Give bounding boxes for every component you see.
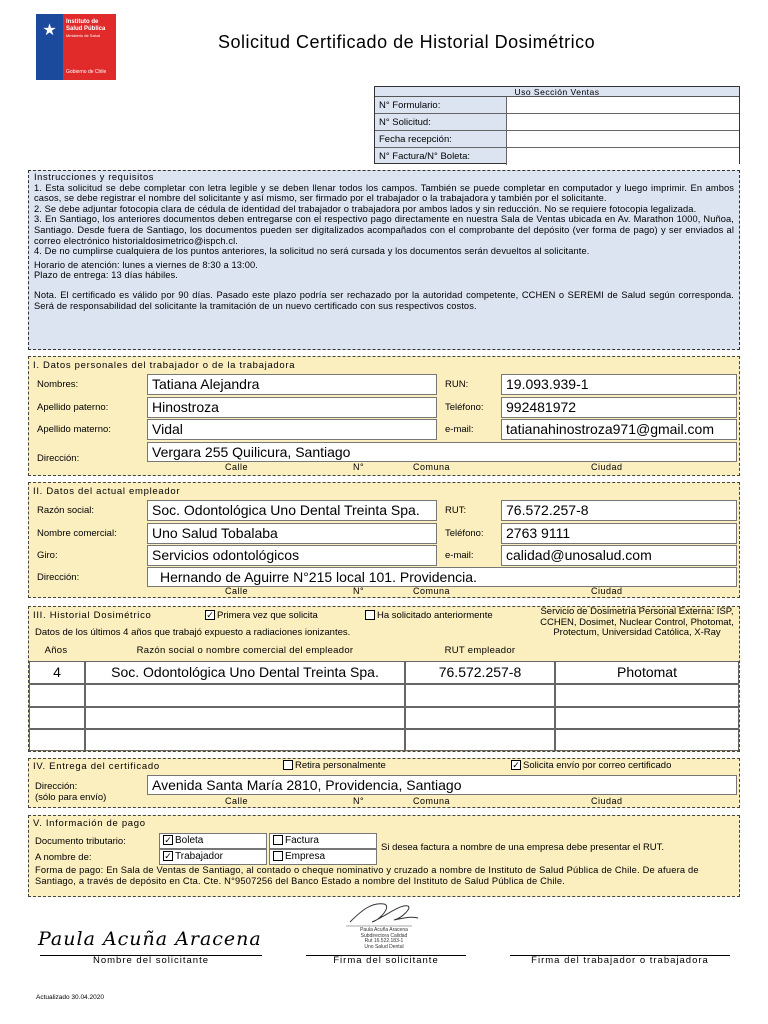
stamp-line: Paula Acuña Aracena <box>360 927 408 933</box>
nombres-label: Nombres: <box>37 379 79 390</box>
historial-section <box>28 606 740 752</box>
table-cell-razon[interactable] <box>85 729 405 751</box>
telefono-label: Teléfono: <box>445 528 484 539</box>
materno-label: Apellido materno: <box>37 424 111 435</box>
direccion-note: (sólo para envío) <box>35 792 107 803</box>
nota-text: Nota. El certificado es válido por 90 días. Pasado este plazo podría ser rechazado por la autoridad competente, CCHEN o SEREMI de Salud según corresponda. Será de responsabilidad del solicitante la tramitación de un nuevo certificado con sus respectivos costos. <box>34 289 734 311</box>
correo-certificado-checkbox[interactable] <box>511 760 671 771</box>
plazo-text: Plazo de entrega: 13 días hábiles. <box>34 270 178 281</box>
email-label: e-mail: <box>445 550 474 561</box>
numero-label: N° <box>353 796 365 806</box>
logo-subtext: Ministerio de Salud <box>66 33 101 38</box>
check-icon: ✓ <box>512 760 520 771</box>
giro-label: Giro: <box>37 550 58 561</box>
table-cell-razon[interactable] <box>85 707 405 729</box>
solicitante-name: Paula Acuña Aracena <box>38 928 262 950</box>
check-icon: ✓ <box>164 835 172 846</box>
retira-personalmente-checkbox[interactable] <box>283 760 386 771</box>
table-cell-rut[interactable] <box>405 729 555 751</box>
formulario-field[interactable] <box>507 97 739 113</box>
section-title: III. Historial Dosimétrico <box>33 610 152 621</box>
instructions-title: Instrucciones y requisitos <box>34 172 154 182</box>
section-title: I. Datos personales del trabajador o de la trabajadora <box>33 360 296 371</box>
nombre-solicitante-label: Nombre del solicitante <box>93 955 209 966</box>
email-field[interactable]: calidad@unosalud.com <box>501 545 737 566</box>
logo-gov-text: Gobierno de Chile <box>66 69 107 75</box>
calle-label: Calle <box>225 796 249 806</box>
materno-field[interactable]: Vidal <box>147 419 437 440</box>
logo-text: Instituto de Salud Pública <box>66 19 106 32</box>
header-razon: Razón social o nombre comercial del empleador <box>136 645 354 656</box>
section-title: IV. Entrega del certificado <box>33 761 160 772</box>
empresa-checkbox[interactable] <box>269 849 377 865</box>
instruction-item: 1. Esta solicitud se debe completar con letra legible y se deben llenar todos los campos. También se puede completar en computador y luego imprimir. En ambos casos, se debe registrar el nombre del solicitante y así mismo, ser firmado por el trabajador o la trabajadora y también por el solicitante. <box>34 182 734 204</box>
instruction-item: 3. En Santiago, los anteriores documentos deben entregarse con el respectivo pago directamente en nuestra Sala de Ventas ubicada en Av. Marathon 1000, Nuñoa, Santiago. Desde fuera de Santiago, los documentos pueden ser digitalizados acompañados con el comprobante del depósito (ver forma de pago) y ser enviados al correo electrónico historialdosimetrico@ispch.cl. <box>34 214 734 246</box>
worker-section <box>28 356 740 476</box>
calle-label: Calle <box>225 462 249 472</box>
run-field[interactable]: 19.093.939-1 <box>501 374 737 395</box>
paterno-field[interactable]: Hinostroza <box>147 397 437 418</box>
stamp-line: Uno Salud Dental <box>364 943 404 950</box>
ciudad-label: Ciudad <box>591 796 623 806</box>
ventas-label: Fecha recepción: <box>375 131 507 147</box>
correo-label: Solicita envío por correo certificado <box>523 760 672 771</box>
direccion-field[interactable]: Vergara 255 Quilicura, Santiago <box>147 442 737 462</box>
ventas-row <box>375 114 739 131</box>
header-anos: Años <box>44 645 68 656</box>
firma-solicitante-label: Firma del solicitante <box>333 955 439 966</box>
a-nombre-label: A nombre de: <box>35 852 92 863</box>
anteriormente-checkbox[interactable] <box>365 610 493 621</box>
check-icon: ✓ <box>206 610 214 621</box>
telefono-label: Teléfono: <box>445 402 484 413</box>
check-icon: ✓ <box>164 851 172 862</box>
fecha-recepcion-field[interactable] <box>507 131 739 147</box>
retira-label: Retira personalmente <box>295 760 386 771</box>
comuna-label: Comuna <box>413 796 451 806</box>
instructions-box <box>28 170 740 350</box>
trabajador-checkbox[interactable] <box>159 849 267 865</box>
factura-note: Si desea factura a nombre de una empresa debe presentar el RUT. <box>381 842 665 853</box>
razon-field[interactable]: Soc. Odontológica Uno Dental Treinta Spa. <box>147 500 437 521</box>
direccion-label: Dirección: <box>35 781 78 792</box>
ventas-row <box>375 97 739 114</box>
table-cell-servicio[interactable]: Photomat <box>555 661 739 684</box>
pago-section <box>28 815 740 897</box>
razon-label: Razón social: <box>37 505 95 516</box>
numero-label: N° <box>353 462 365 472</box>
section-title: V. Información de pago <box>33 818 146 829</box>
run-label: RUN: <box>445 379 469 390</box>
document-title: Solicitud Certificado de Historial Dosimétrico <box>218 32 596 52</box>
ventas-title: Uso Sección Ventas <box>375 87 739 97</box>
numero-label: N° <box>353 586 365 596</box>
firma-trabajador-label: Firma del trabajador o trabajadora <box>531 955 709 966</box>
section-title: II. Datos del actual empleador <box>33 486 181 497</box>
ventas-row <box>375 148 739 165</box>
stamp-line: Rut 16.522.183-1 <box>364 938 404 944</box>
primera-vez-checkbox[interactable] <box>205 610 318 621</box>
factura-checkbox[interactable] <box>269 833 377 849</box>
factura-label: Factura <box>285 835 319 846</box>
rut-field[interactable]: 76.572.257-8 <box>501 500 737 521</box>
isp-logo <box>36 14 116 80</box>
table-cell-razon[interactable] <box>85 684 405 707</box>
direccion-field[interactable]: Hernando de Aguirre N°215 local 101. Providencia. <box>147 567 737 587</box>
nombres-field[interactable]: Tatiana Alejandra <box>147 374 437 395</box>
ciudad-label: Ciudad <box>591 462 623 472</box>
instruction-item: 2. Se debe adjuntar fotocopia clara de cédula de identidad del trabajador o trabajadora por ambos lados y sin reducción. No se requiere fotocopia legalizada. <box>34 203 697 214</box>
calle-label: Calle <box>225 586 249 596</box>
comuna-label: Comuna <box>413 462 451 472</box>
table-cell-rut[interactable] <box>405 707 555 729</box>
comercial-label: Nombre comercial: <box>37 528 117 539</box>
ventas-label: N° Factura/N° Boleta: <box>375 148 507 165</box>
comercial-field[interactable]: Uno Salud Tobalaba <box>147 523 437 544</box>
ventas-label: N° Solicitud: <box>375 114 507 130</box>
entrega-section <box>28 758 740 808</box>
servicio-dosimetria-text: Servicio de Dosimetría Personal Externa: ISP, CCHEN, Dosimet, Nuclear Control, Photomat, Protectum, Universidad Católica, X-Ray <box>540 606 734 638</box>
table-cell-rut[interactable]: 76.572.257-8 <box>405 661 555 684</box>
rut-label: RUT: <box>445 505 467 516</box>
stamp-line: Subdirectora Calidad <box>360 932 408 939</box>
direccion-label: Dirección: <box>37 572 80 583</box>
table-cell-anos[interactable] <box>29 707 85 729</box>
email-label: e-mail: <box>445 424 474 435</box>
stamp <box>344 928 424 950</box>
header-rut: RUT empleador <box>444 645 516 656</box>
paterno-label: Apellido paterno: <box>37 402 109 413</box>
telefono-field[interactable]: 2763 9111 <box>501 523 737 544</box>
table-cell-servicio[interactable] <box>555 707 739 729</box>
table-cell-anos[interactable]: 4 <box>29 661 85 684</box>
anteriormente-label: Ha solicitado anteriormente <box>377 610 493 621</box>
trabajador-label: Trabajador <box>175 851 223 862</box>
ciudad-label: Ciudad <box>591 586 623 596</box>
table-cell-servicio[interactable] <box>555 729 739 751</box>
instruction-item: 4. De no cumplirse cualquiera de los puntos anteriores, la solicitud no será cursada y los documentos serán devueltos al solicitante. <box>34 246 590 257</box>
forma-pago-text: Forma de pago: En Sala de Ventas de Santiago, al contado o cheque nominativo y cruzado a nombre de Instituto de Salud Pública de Chile. De afuera de Santiago, a través de depósito en Cta. Cte. N°9507256 del Banco Estado a nombre del Instituto de Salud Pública de Chile. <box>35 865 699 886</box>
ventas-label: N° Formulario: <box>375 97 507 113</box>
star-icon: ★ <box>42 22 57 39</box>
table-cell-servicio[interactable] <box>555 684 739 707</box>
horario-text: Horario de atención: lunes a viernes de 8:30 a 13:00. <box>34 259 258 270</box>
ventas-row <box>375 131 739 148</box>
table-cell-anos[interactable] <box>29 684 85 707</box>
direccion-envio-field[interactable]: Avenida Santa María 2810, Providencia, Santiago <box>147 775 737 795</box>
primera-vez-label: Primera vez que solicita <box>217 610 318 621</box>
email-field[interactable]: tatianahinostroza971@gmail.com <box>501 419 737 440</box>
telefono-field[interactable]: 992481972 <box>501 397 737 418</box>
historial-intro: Datos de los últimos 4 años que trabajó expuesto a radiaciones ionizantes. <box>35 627 351 638</box>
table-cell-rut[interactable] <box>405 684 555 707</box>
table-cell-razon[interactable]: Soc. Odontológica Uno Dental Treinta Spa. <box>85 661 405 684</box>
factura-boleta-field[interactable] <box>507 148 739 165</box>
solicitud-field[interactable] <box>507 114 739 130</box>
giro-field[interactable]: Servicios odontológicos <box>147 545 437 566</box>
boleta-checkbox[interactable] <box>159 833 267 849</box>
updated-text: Actualizado 30.04.2020 <box>36 994 104 1001</box>
table-cell-anos[interactable] <box>29 729 85 751</box>
ventas-box <box>374 86 740 164</box>
empresa-label: Empresa <box>285 851 326 862</box>
documento-label: Documento tributario: <box>35 836 126 847</box>
direccion-label: Dirección: <box>37 453 80 464</box>
employer-section <box>28 482 740 598</box>
boleta-label: Boleta <box>175 835 204 846</box>
comuna-label: Comuna <box>413 586 451 596</box>
